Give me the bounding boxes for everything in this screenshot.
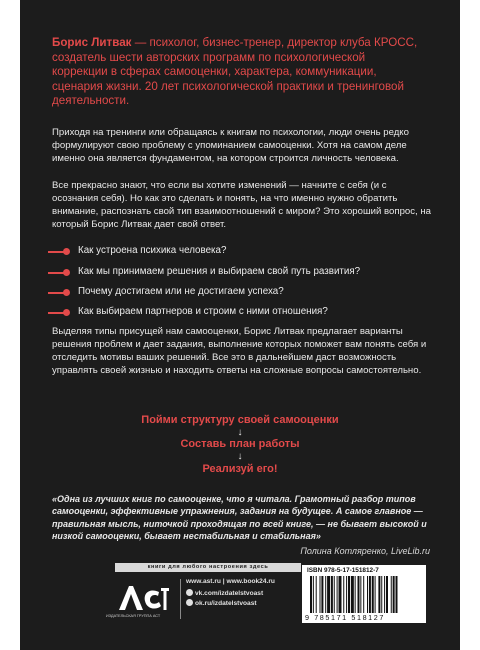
intro-paragraph-1: Приходя на тренинги или обращаясь к книгам по психологии, люди очень редко формулируют свою проблему с упоминанием самооценки. Хотя на самом деле именно она является фундаментом, на котором строится личность человека.: [52, 127, 409, 164]
question-text: Как мы принимаем решения и выбираем свой путь развития?: [78, 266, 361, 277]
body-paragraph: Выделяя типы присущей нам самооценки, Борис Литвак предлагает варианты решения проблем и дает задания, выполнение которых поможет вам понять себя и отследить мотивы ваших решений. Все это в дальнейшем даст возможность управлять своей жизнью и находить ответы на сложные вопросы самостоятельно.: [52, 326, 427, 376]
question-item: [48, 244, 458, 258]
question-item: [48, 285, 458, 299]
bullet-dot: [63, 309, 70, 316]
barcode-bar: [355, 576, 356, 613]
barcode-bar: [367, 576, 368, 613]
divider: [180, 579, 181, 619]
barcode-bar: [327, 576, 330, 613]
intro-paragraph-2: Все прекрасно знают, что если вы хотите изменений — начните с себя (и с осознания себя). Но как это сделать и понять, на что именно нужно обратить внимание, распознать свой тип взаимоотношений с миром? Это хороший вопрос, на который Борис Литвак дает свой ответ.: [52, 180, 432, 230]
barcode-bar: [363, 576, 364, 613]
barcode-bar: [334, 576, 335, 613]
barcode-digits: 9 785171 518127: [305, 613, 385, 622]
barcode-bar: [358, 576, 360, 613]
barcode-bar: [339, 576, 342, 613]
barcode-bar: [337, 576, 338, 613]
author-description: — психолог, бизнес-тренер, директор клуба КРОСС, создатель шести авторских программ по психологической коррекции в сферах самооценки, характера, коммуникации, сценария жизни. 20 лет психологической практики и тренинговой деятельности.: [52, 36, 418, 108]
barcode-bar: [310, 576, 312, 613]
ok-icon: [186, 599, 193, 606]
step-3: Реализуй его!: [202, 463, 278, 475]
barcode-bar: [372, 576, 374, 613]
barcode-bar: [331, 576, 333, 613]
question-text: Как выбираем партнеров и строим с ними отношения?: [78, 306, 328, 317]
barcode-bar: [369, 576, 371, 613]
arrow-down-icon: ↓: [237, 451, 243, 462]
barcode-bar: [375, 576, 376, 613]
question-text: Как устроена психика человека?: [78, 245, 227, 256]
step-1: Пойми структуру своей самооценки: [141, 414, 339, 426]
barcode-bar: [320, 576, 321, 613]
author-name: Борис Литвак: [52, 36, 132, 49]
review-author: Полина Котляренко, LiveLib.ru: [300, 546, 430, 556]
barcode-bar: [325, 576, 326, 613]
question-item: [48, 305, 458, 319]
publisher-caption: ИЗДАТЕЛЬСКАЯ ГРУППА АСТ: [106, 614, 161, 618]
barcode-bar: [384, 576, 385, 613]
question-text: Почему достигаем или не достигаем успеха?: [78, 286, 284, 297]
bullet-dot: [63, 289, 70, 296]
barcode-bar: [391, 576, 392, 613]
barcode-bar: [321, 576, 323, 613]
author-bio: [52, 36, 424, 109]
book-back-cover: [20, 0, 460, 650]
website-links: www.ast.ru | www.book24.ru: [186, 578, 275, 585]
vk-icon: [186, 589, 193, 596]
barcode-bar: [360, 576, 361, 613]
isbn-label: ISBN 978-5-17-151812-7: [307, 567, 379, 574]
arrow-down-icon: ↓: [237, 427, 243, 438]
question-item: [48, 265, 458, 279]
tagline-strip: книги для любого настроения здесь: [115, 563, 301, 572]
bullet-dot: [63, 269, 70, 276]
step-2: Составь план работы: [180, 438, 300, 450]
barcode-bar: [313, 576, 314, 613]
ok-link: [186, 599, 257, 607]
barcode-bar: [343, 576, 344, 613]
barcode-bar: [393, 576, 395, 613]
barcode-bar: [381, 576, 382, 613]
barcode-bar: [346, 576, 347, 613]
vk-text: vk.com/izdatelstvoast: [195, 590, 264, 597]
barcode-bar: [396, 576, 398, 613]
barcode-bar: [316, 576, 317, 613]
vk-link: [186, 589, 263, 597]
ok-text: ok.ru/izdatelstvoast: [195, 600, 257, 607]
barcode-bar: [386, 576, 388, 613]
review-quote: «Одна из лучших книг по самооценке, что я читала. Грамотный разбор типов самооценки, эффективные упражнения, задания на будущее. А самое главное — правильная мысль, ниточкой проходящая по всей книге, — не бывает высокой и низкой самооценки, бывает нестабильная и стабильная»: [52, 494, 427, 542]
bullet-dot: [63, 248, 70, 255]
barcode-icon: [308, 576, 420, 613]
barcode-area: [302, 565, 426, 623]
barcode-bar: [351, 576, 354, 613]
barcode-bar: [378, 576, 380, 613]
barcode-bar: [348, 576, 350, 613]
